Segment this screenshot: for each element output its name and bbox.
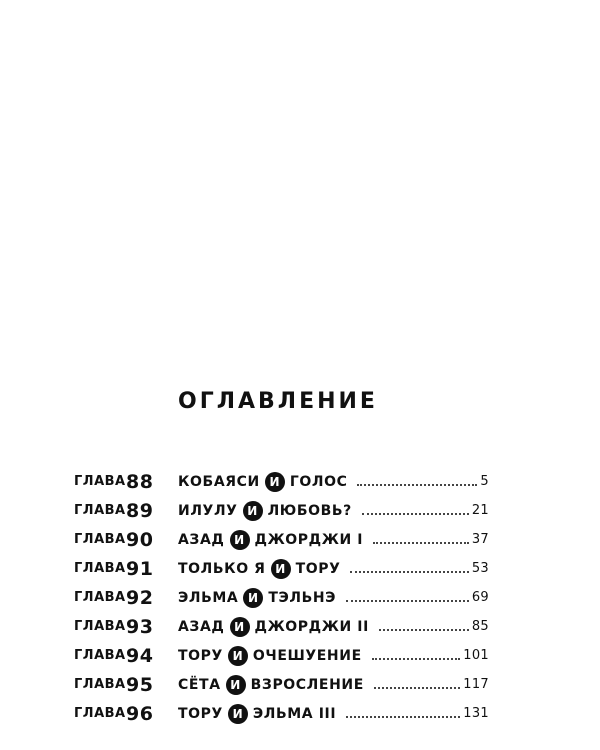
- chapter-name-first: ЭЛЬМА: [178, 589, 239, 606]
- chapter-name-second: ТЭЛЬНЭ: [268, 589, 337, 606]
- dot-leader: [362, 513, 469, 515]
- chapter-name-first: ИЛУЛУ: [178, 502, 238, 519]
- chapter-number: 88: [126, 470, 154, 493]
- chapter-number: 91: [126, 557, 154, 580]
- dot-leader: [374, 687, 460, 689]
- chapter-name: [178, 675, 364, 695]
- chapter-label: ГЛАВА: [74, 474, 126, 489]
- chapter-label: ГЛАВА: [74, 648, 126, 663]
- chapter-name-first: СЁТА: [178, 676, 221, 693]
- chapter-name-second: ТОРУ: [295, 560, 341, 577]
- toc-entry: [74, 467, 489, 496]
- chapter-name-first: АЗАД: [178, 531, 225, 548]
- toc-entry: [74, 670, 489, 699]
- toc-entry: [74, 641, 489, 670]
- chapter-name: [178, 588, 336, 608]
- chapter-label: ГЛАВА: [74, 619, 126, 634]
- conjunction-badge: И: [228, 704, 248, 724]
- page-title: ОГЛАВЛЕНИЕ: [178, 389, 378, 414]
- chapter-name-second: ЭЛЬМА III: [252, 705, 337, 722]
- page-number: 85: [471, 619, 489, 634]
- chapter-label: ГЛАВА: [74, 706, 126, 721]
- page-number: 37: [471, 532, 489, 547]
- conjunction-badge: И: [243, 588, 263, 608]
- chapter-name-first: КОБАЯСИ: [178, 473, 260, 490]
- dot-leader: [346, 600, 469, 602]
- toc-entry: [74, 496, 489, 525]
- dot-leader: [373, 542, 469, 544]
- chapter-label: ГЛАВА: [74, 561, 126, 576]
- dot-leader: [350, 571, 468, 573]
- chapter-name-second: ЛЮБОВЬ?: [267, 502, 352, 519]
- chapter-label: ГЛАВА: [74, 503, 126, 518]
- conjunction-badge: И: [243, 501, 263, 521]
- conjunction-badge: И: [228, 646, 248, 666]
- chapter-name-second: ОЧЕШУЕНИЕ: [252, 647, 362, 664]
- toc-list: [74, 467, 489, 728]
- chapter-name: [178, 501, 352, 521]
- chapter-number: 90: [126, 528, 154, 551]
- chapter-name-first: ТОЛЬКО Я: [178, 560, 266, 577]
- chapter-name-first: АЗАД: [178, 618, 225, 635]
- page-number: 117: [463, 677, 489, 692]
- chapter-name-second: ДЖОРДЖИ I: [254, 531, 364, 548]
- dot-leader: [346, 716, 460, 718]
- chapter-name-second: ГОЛОС: [289, 473, 348, 490]
- page-number: 53: [471, 561, 489, 576]
- chapter-label: ГЛАВА: [74, 590, 126, 605]
- conjunction-badge: И: [265, 472, 285, 492]
- chapter-name: [178, 704, 336, 724]
- chapter-name-first: ТОРУ: [178, 647, 223, 664]
- chapter-name-second: ВЗРОСЛЕНИЕ: [250, 676, 364, 693]
- chapter-name: [178, 472, 347, 492]
- conjunction-badge: И: [230, 530, 250, 550]
- chapter-number: 93: [126, 615, 154, 638]
- toc-entry: [74, 554, 489, 583]
- chapter-name-first: ТОРУ: [178, 705, 223, 722]
- conjunction-badge: И: [230, 617, 250, 637]
- chapter-number: 95: [126, 673, 154, 696]
- page-number: 101: [463, 648, 489, 663]
- chapter-name: [178, 646, 362, 666]
- dot-leader: [357, 484, 477, 486]
- chapter-name: [178, 530, 363, 550]
- chapter-name: [178, 617, 369, 637]
- conjunction-badge: И: [271, 559, 291, 579]
- chapter-name-second: ДЖОРДЖИ II: [254, 618, 369, 635]
- chapter-label: ГЛАВА: [74, 677, 126, 692]
- page-number: 21: [471, 503, 489, 518]
- conjunction-badge: И: [226, 675, 246, 695]
- toc-entry: [74, 699, 489, 728]
- chapter-label: ГЛАВА: [74, 532, 126, 547]
- chapter-number: 89: [126, 499, 154, 522]
- toc-entry: [74, 525, 489, 554]
- dot-leader: [379, 629, 469, 631]
- page-number: 131: [463, 706, 489, 721]
- page-number: 69: [471, 590, 489, 605]
- chapter-number: 96: [126, 702, 154, 725]
- toc-entry: [74, 612, 489, 641]
- toc-entry: [74, 583, 489, 612]
- page-number: 5: [480, 474, 489, 489]
- chapter-number: 94: [126, 644, 154, 667]
- chapter-name: [178, 559, 340, 579]
- dot-leader: [372, 658, 461, 660]
- chapter-number: 92: [126, 586, 154, 609]
